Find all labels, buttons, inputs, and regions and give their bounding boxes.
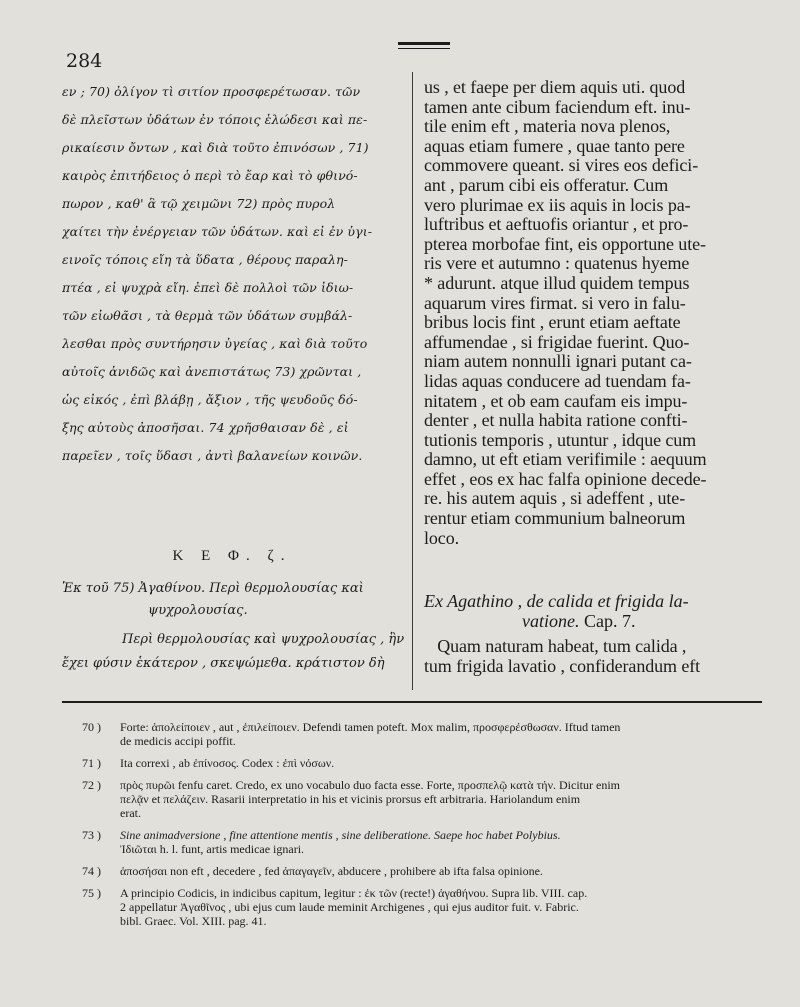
- greek-subtitle-line: Ἐκ τοῦ 75) Ἀγαθίνου. Περὶ θερμολουσίας καὶ: [62, 581, 364, 596]
- greek-line: λεσθαι πρὸς συντήρησιν ὑγείας , καὶ διὰ τοῦτο: [62, 336, 368, 351]
- greek-line: εινοῖς τόποις εἴη τὰ ὕδατα , θέρους παραλη-: [62, 252, 348, 267]
- latin-line: aquas etiam fumere , quae tanto pere: [424, 135, 685, 156]
- footnote: [82, 720, 764, 748]
- footnote-line: πελᾷν et πελάζειν. Rasarii interpretatio in his et vicinis prorsus eft arbitraria. Hariolandum enim: [120, 792, 581, 806]
- latin-line: tum frigida lavatio , confiderandum eft: [424, 655, 701, 676]
- chapter-number: Cap. 7.: [579, 610, 636, 631]
- footnote-line: Ἰδιῶται h. l. funt, artis medicae ignari.: [120, 842, 305, 856]
- latin-line: lidas aquas conducere ad tuendam fa-: [424, 370, 691, 391]
- footnote-line: Forte: ἀπολείποιεν , aut , ἐπιλείποιεν. Defendi tamen poteft. Mox malim, προσφερέσθωσαν. Iftud tamen: [120, 720, 621, 734]
- chapter-heading-greek: Κ Ε Φ. ζ.: [172, 548, 292, 564]
- latin-line: nitatem , et ob eam caufam eis impu-: [424, 390, 688, 411]
- footnote-line: Sine animadversione , fine attentione mentis , sine deliberatione. Saepe hoc habet Polybius.: [120, 828, 561, 842]
- footnote-line: erat.: [120, 806, 141, 820]
- latin-chapter-title: [424, 592, 762, 631]
- latin-line: rentur etiam communium balneorum: [424, 508, 686, 529]
- latin-line: loco.: [424, 527, 459, 548]
- footnote-rule: [62, 701, 762, 703]
- header-rule-thin: [398, 48, 450, 49]
- latin-line: affumendae , si frigidae fuerint. Quo-: [424, 331, 690, 352]
- latin-line: ris vere et autumno : quatenus hyeme: [424, 253, 690, 274]
- greek-chapter-title: [62, 578, 402, 622]
- greek-column: [62, 78, 402, 470]
- latin-line: vero plurimae ex iis aquis in locis pa-: [424, 194, 691, 215]
- latin-line: effet , eos ex hac falfa opinione decede-: [424, 468, 707, 489]
- latin-line: us , et faepe per diem aquis uti. quod: [424, 77, 686, 97]
- latin-line: pterea morbofae fint, eis opportune ute-: [424, 233, 706, 254]
- footnote: [82, 828, 764, 856]
- greek-line: παρεῖεν , τοῖς ὕδασι , ἀντὶ βαλανείων κοινῶν.: [62, 448, 363, 463]
- latin-line: damno, ut eft etiam verifimile : aequum: [424, 449, 707, 470]
- greek-line: ὡς εἰκός , ἐπὶ βλάβῃ , ἄξιον , τῆς ψευδοῦς δό-: [62, 392, 358, 407]
- footnote-line: bibl. Graec. Vol. XIII. pag. 41.: [120, 914, 267, 928]
- greek-line: ἔχει φύσιν ἑκάτερον , σκεψώμεθα. κράτιστον δὴ: [62, 656, 385, 671]
- footnote-line: Ita correxi , ab ἐπίνοσος. Codex : ἐπὶ νόσων.: [120, 756, 335, 770]
- latin-title-line2: vatione.: [522, 610, 580, 631]
- greek-line: χαίτει τὴν ἐνέργειαν τῶν ὑδάτων. καὶ εἰ ἐν ὑγι-: [62, 224, 373, 239]
- footnotes: [82, 720, 764, 936]
- greek-line: εν ; 70) ὀλίγον τὶ σιτίον προσφερέτωσαν. τῶν: [62, 84, 361, 99]
- footnote-number: 73 ): [82, 828, 101, 842]
- greek-line: ξης αὐτοὺς ἀποσῆσαι. 74 χρῆσθαισαν δὲ , εἰ: [62, 420, 349, 435]
- latin-line: Quam naturam habeat, tum calida ,: [424, 636, 687, 656]
- greek-chapter-text: [62, 628, 405, 676]
- latin-title-line: Ex Agathino , de calida et frigida la-: [424, 591, 689, 611]
- latin-line: tile enim eft , materia nova plenos,: [424, 116, 671, 137]
- footnote: [82, 778, 764, 820]
- footnote-line: πρὸς πυρῶι fenfu caret. Credo, ex uno vocabulo duo facta esse. Forte, προσπελῷ κατὰ τήν. Dicitur enim: [120, 778, 620, 792]
- footnote-number: 72 ): [82, 778, 101, 792]
- greek-line: Περὶ θερμολουσίας καὶ ψυχρολουσίας , ἣν: [122, 632, 405, 647]
- footnote-number: 70 ): [82, 720, 101, 734]
- latin-line: bribus locis fint , erunt etiam aeftate: [424, 312, 681, 333]
- header-rule: [398, 42, 450, 45]
- footnote: [82, 886, 764, 928]
- latin-line: aquarum vires firmat. si vero in falu-: [424, 292, 686, 313]
- greek-line: ρικαίεσιν ὄντων , καὶ διὰ τοῦτο ἐπινόσων , 71): [62, 140, 369, 155]
- page-number: 284: [66, 50, 103, 72]
- latin-line: tutionis temporis , utuntur , idque cum: [424, 429, 697, 450]
- footnote-number: 75 ): [82, 886, 101, 900]
- latin-line: ant , parum cibi eis offeratur. Cum: [424, 174, 669, 195]
- latin-line: re. his autem aquis , si adeffent , ute-: [424, 488, 686, 509]
- latin-chapter-text: [424, 637, 762, 676]
- greek-line: πτέα , εἰ ψυχρὰ εἴη. ἐπεὶ δὲ πολλοὶ τῶν ἰδιω-: [62, 280, 354, 295]
- greek-line: δὲ πλεῖστων ὑδάτων ἐν τόποις ἑλώδεσι καὶ πε-: [62, 112, 368, 127]
- footnote-line: de medicis accipi poffit.: [120, 734, 236, 748]
- greek-subtitle-line: ψυχρολουσίας.: [148, 603, 248, 618]
- footnote-line: ἀποσήσαι non eft , decedere , fed ἀπαγαγεῖν, abducere , prohibere ab ifta falsa opinione.: [120, 864, 543, 878]
- footnote-number: 74 ): [82, 864, 101, 878]
- footnote-number: 71 ): [82, 756, 101, 770]
- latin-line: niam autem nonnulli ignari putant ca-: [424, 351, 692, 372]
- latin-column: [424, 78, 762, 548]
- latin-line: * adurunt. atque illud quidem tempus: [424, 272, 690, 293]
- latin-line: luftribus et aeftuofis oriantur , et pro-: [424, 214, 689, 235]
- footnote-line: A principio Codicis, in indicibus capitum, legitur : ἐκ τῶν (recte!) ἀγαθήνου. Supra lib. VIII. cap.: [120, 886, 588, 900]
- column-divider: [412, 72, 413, 690]
- footnote: [82, 756, 764, 770]
- greek-line: αὐτοῖς ἀνιδῶς καὶ ἀνεπιστάτως 73) χρῶνται ,: [62, 364, 362, 379]
- greek-line: πωρον , καθ' ἃ τῷ χειμῶνι 72) πρὸς πυρολ: [62, 196, 336, 211]
- footnote-line: 2 appellatur Ἀγαθῖνος , ubi ejus cum laude meminit Archigenes , qui ejus auditor fuit. v. Fabric.: [120, 900, 579, 914]
- footnote: [82, 864, 764, 878]
- greek-line: τῶν εἰωθᾶσι , τὰ θερμὰ τῶν ὑδάτων συμβάλ-: [62, 308, 353, 323]
- latin-line: denter , et nulla habita ratione confti-: [424, 410, 688, 431]
- greek-line: καιρὸς ἐπιτήδειος ὁ περὶ τὸ ἔαρ καὶ τὸ φθινό-: [62, 168, 358, 183]
- latin-line: tamen ante cibum faciendum eft. inu-: [424, 96, 691, 117]
- latin-line: commovere queant. si vires eos defici-: [424, 155, 699, 176]
